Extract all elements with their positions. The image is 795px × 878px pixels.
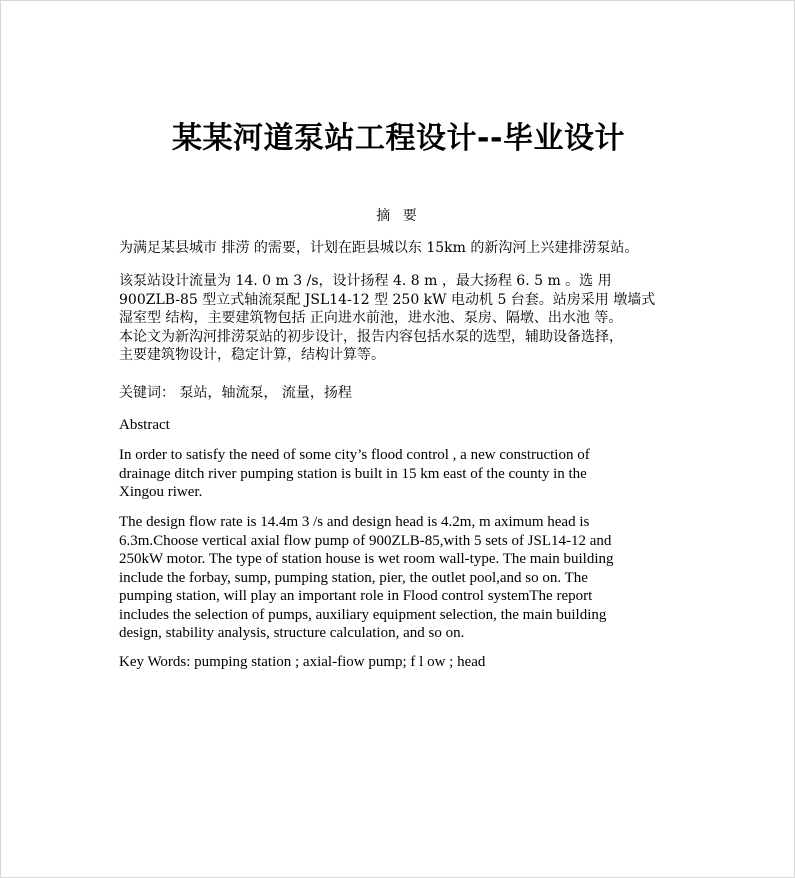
text-line: 6.3m.Choose vertical axial flow pump of 900ZLB-85,with 5 sets of JSL14-12 and: [119, 532, 612, 549]
abstract-cn-keywords: [119, 384, 679, 403]
text-line: 900ZLB-85 型立式轴流泵配 JSL14-12 型 250 kW 电动机 5 台套。站房采用 墩墙式: [119, 291, 656, 308]
text-line: 湿室型 结构，主要建筑物包括 正向进水前池，进水池、泵房、隔墩、出水池 等。: [119, 310, 623, 326]
text-line: 关键词： 泵站，轴流泵， 流量，扬程: [119, 385, 352, 401]
text-line: The design flow rate is 14.4m 3 /s and design head is 4.2m, m aximum head is: [119, 514, 590, 530]
document-title: 某某河道泵站工程设计--毕业设计: [172, 121, 625, 156]
text-line: 250kW motor. The type of station house is wet room wall-type. The main building: [119, 551, 614, 567]
abstract-cn-paragraph-1: [119, 239, 679, 258]
text-line: includes the selection of pumps, auxiliary equipment selection, the main building: [119, 606, 607, 623]
abstract-en-heading: [119, 416, 679, 435]
abstract-en-keywords: [119, 653, 679, 672]
text-line: include the forbay, sump, pumping station, pier, the outlet pool,and so on. The: [119, 569, 588, 586]
text-line: 为满足某县城市 排涝 的需要，计划在距县城以东 15km 的新沟河上兴建排涝泵站。: [119, 240, 639, 256]
text-line: 主要建筑物设计，稳定计算，结构计算等。: [119, 347, 385, 363]
text-line: drainage ditch river pumping station is built in 15 km east of the county in the: [119, 465, 587, 482]
text-line: In order to satisfy the need of some city’s flood control , a new construction of: [119, 447, 590, 463]
text-line: Key Words: pumping station ; axial-fiow pump; f l ow ; head: [119, 654, 486, 670]
text-line: Xingou riwer.: [119, 484, 203, 500]
abstract-cn-paragraph-2: [119, 272, 679, 365]
text-line: 该泵站设计流量为 14. 0 m 3 /s，设计扬程 4. 8 m ，最大扬程 6. 5 m 。选 用: [119, 273, 612, 289]
abstract-en-paragraph-2: [119, 513, 679, 643]
text-line: design, stability analysis, structure calculation, and so on.: [119, 625, 465, 641]
abstract-en-paragraph-1: [119, 446, 679, 502]
text-line: Abstract: [119, 417, 170, 433]
text-line: pumping station, will play an important role in Flood control systemThe report: [119, 588, 593, 604]
text-line: 本论文为新沟河排涝泵站的初步设计，报告内容包括水泵的选型，辅助设备选择，: [119, 328, 623, 345]
abstract-cn-heading: 摘 要: [376, 208, 421, 224]
